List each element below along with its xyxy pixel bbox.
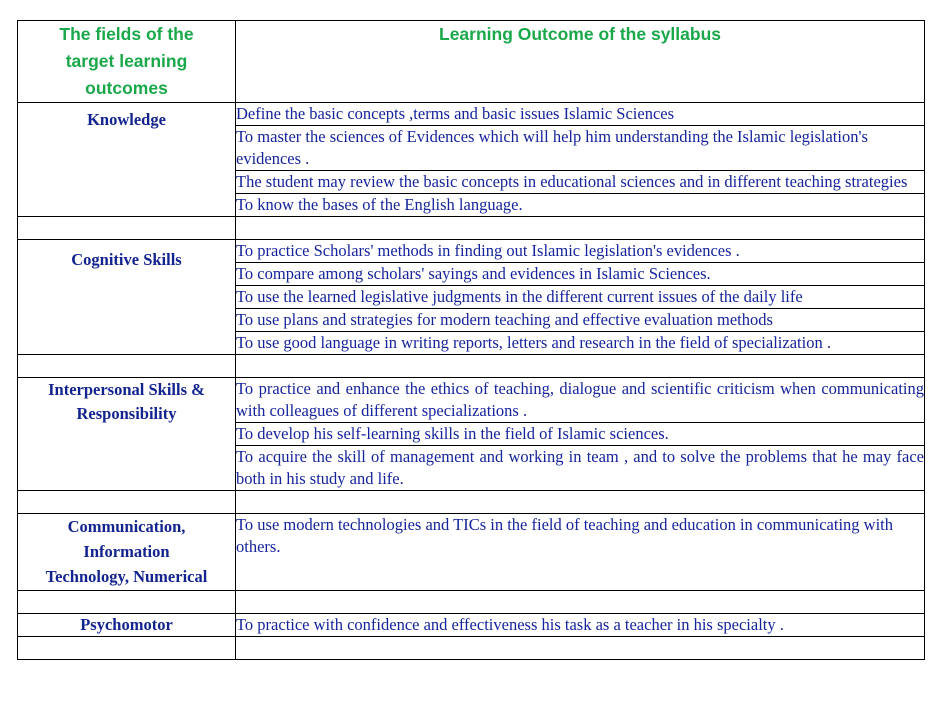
interpersonal-label-line1: Interpersonal Skills & <box>48 380 205 399</box>
interpersonal-outcomes-cell <box>236 378 925 491</box>
cognitive-outcomes-cell <box>236 240 925 355</box>
outcome-item: To develop his self-learning skills in the field of Islamic sciences. <box>236 423 924 446</box>
outcome-item: To use plans and strategies for modern teaching and effective evaluation methods <box>236 309 924 332</box>
field-label-psychomotor <box>18 614 236 637</box>
outcome-item: The student may review the basic concepts in educational sciences and in different teaching strategies <box>236 171 924 194</box>
interpersonal-label-line2: Responsibility <box>76 404 177 423</box>
cognitive-label: Cognitive Skills <box>71 250 182 269</box>
outcome-item: Define the basic concepts ,terms and basic issues Islamic Sciences <box>236 103 924 126</box>
section-cognitive <box>18 240 925 355</box>
communication-label-line2: Information <box>83 542 170 561</box>
knowledge-outcomes-list <box>236 103 924 216</box>
outcome-item: To use the learned legislative judgments in the different current issues of the daily life <box>236 286 924 309</box>
spacer-row <box>18 355 925 378</box>
interpersonal-outcomes-list <box>236 378 924 490</box>
field-label-interpersonal <box>18 378 236 491</box>
section-knowledge <box>18 103 925 217</box>
cognitive-outcomes-list <box>236 240 924 354</box>
fields-header-line1: The fields of the <box>59 24 194 44</box>
communication-outcomes-cell <box>236 514 925 591</box>
communication-label-line3: Technology, Numerical <box>45 567 208 586</box>
fields-header-line2: target learning <box>65 51 188 71</box>
fields-header-cell <box>18 21 236 103</box>
communication-label-line1: Communication, <box>67 517 186 536</box>
outcome-item: To practice with confidence and effectiveness his task as a teacher in his specialty . <box>236 615 784 634</box>
outcome-item: To use modern technologies and TICs in the field of teaching and education in communicating with others. <box>236 515 894 556</box>
field-label-knowledge <box>18 103 236 217</box>
outcome-item: To practice Scholars' methods in finding out Islamic legislation's evidences . <box>236 240 924 263</box>
spacer-row <box>18 491 925 514</box>
section-psychomotor <box>18 614 925 637</box>
psychomotor-label: Psychomotor <box>80 615 173 634</box>
knowledge-outcomes-cell <box>236 103 925 217</box>
spacer-row <box>18 217 925 240</box>
outcome-item: To acquire the skill of management and working in team , and to solve the problems that he may face both in his study and life. <box>236 447 924 488</box>
section-communication <box>18 514 925 591</box>
section-interpersonal <box>18 378 925 491</box>
knowledge-label: Knowledge <box>87 110 166 129</box>
field-label-cognitive <box>18 240 236 355</box>
outcome-item: To use good language in writing reports, letters and research in the field of specialization . <box>236 333 831 352</box>
fields-header-line3: outcomes <box>85 78 168 98</box>
spacer-row <box>18 591 925 614</box>
outcomes-header-cell <box>236 21 925 103</box>
field-label-communication <box>18 514 236 591</box>
outcome-item: To compare among scholars' sayings and evidences in Islamic Sciences. <box>236 263 924 286</box>
outcome-item: To master the sciences of Evidences which will help him understanding the Islamic legislation's evidences . <box>236 126 924 171</box>
outcome-item: To know the bases of the English language. <box>236 195 523 214</box>
outcomes-header-title: Learning Outcome of the syllabus <box>439 24 721 44</box>
header-row <box>18 21 925 103</box>
learning-outcomes-table <box>17 20 925 660</box>
spacer-row <box>18 637 925 660</box>
outcome-item: To practice and enhance the ethics of teaching, dialogue and scientific criticism when communicating with colleagues of different specializations . <box>236 378 924 423</box>
psychomotor-outcomes-cell <box>236 614 925 637</box>
